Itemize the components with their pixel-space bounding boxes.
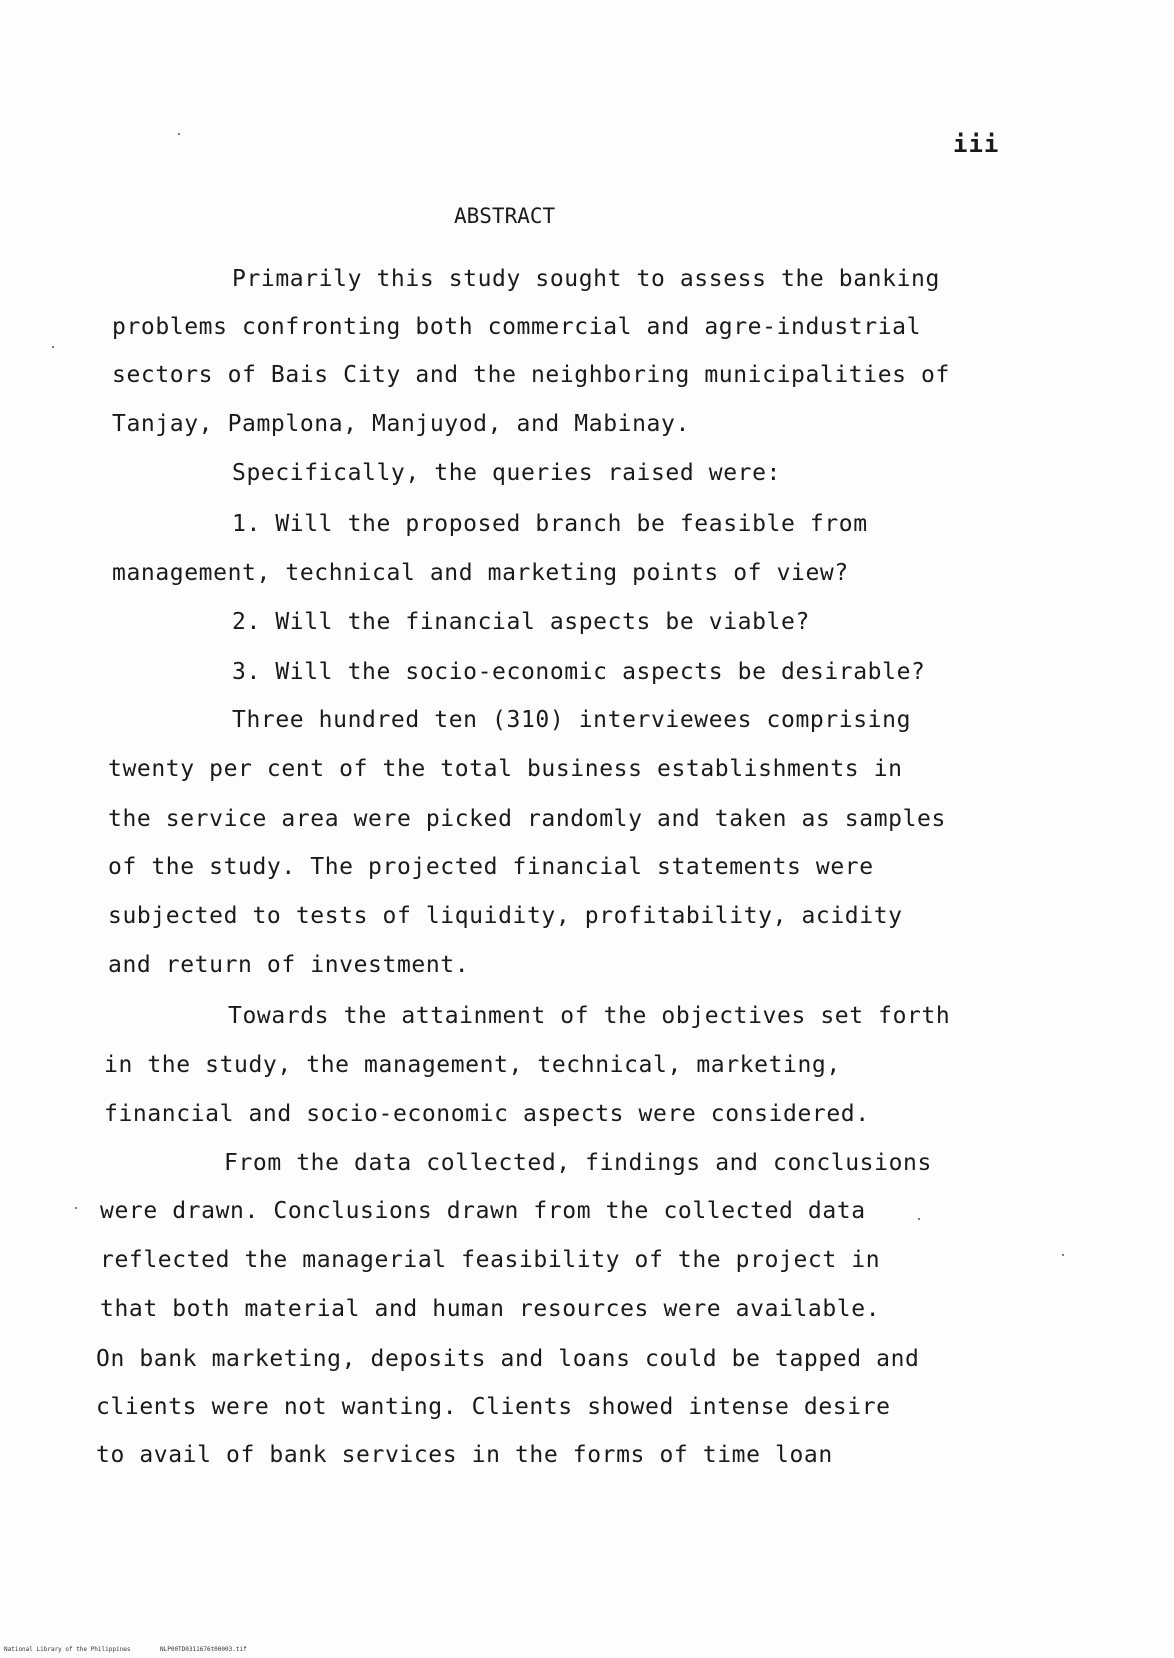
footer-library: National Library of the Philippines: [4, 1646, 131, 1653]
text-line: problems confronting both commercial and agre-industrial: [112, 314, 922, 340]
text-line: to avail of bank services in the forms of time loan: [96, 1442, 833, 1468]
text-line: of the study. The projected financial statements were: [108, 854, 874, 880]
text-line: subjected to tests of liquidity, profitability, acidity: [108, 903, 903, 929]
text-line: financial and socio-economic aspects were considered.: [104, 1101, 870, 1127]
text-line: Three hundred ten (310) interviewees comprising: [232, 707, 912, 733]
text-line: Specifically, the queries raised were:: [232, 460, 781, 486]
text-line: reflected the managerial feasibility of the project in: [100, 1247, 881, 1273]
text-line: Tanjay, Pamplona, Manjuyod, and Mabinay.: [112, 411, 690, 437]
footer-file-id: NLP00TD0311676t00003.tif: [160, 1646, 247, 1653]
scan-speck: [52, 346, 54, 348]
scan-speck: [1062, 1254, 1064, 1256]
scan-speck: [918, 1218, 920, 1220]
page-number: iii: [953, 130, 1000, 158]
text-line: 3. Will the socio-economic aspects be desirable?: [232, 659, 926, 685]
text-line: From the data collected, findings and conclusions: [224, 1150, 932, 1176]
text-line: On bank marketing, deposits and loans could be tapped and: [96, 1346, 920, 1372]
text-line: in the study, the management, technical, marketing,: [104, 1052, 841, 1078]
text-line: Towards the attainment of the objectives set forth: [228, 1003, 951, 1029]
text-line: that both material and human resources were available.: [100, 1296, 881, 1322]
text-line: Primarily this study sought to assess the banking: [232, 266, 940, 292]
scan-speck: [75, 1207, 77, 1209]
text-line: sectors of Bais City and the neighboring municipalities of: [112, 362, 950, 388]
text-line: and return of investment.: [108, 952, 470, 978]
text-line: the service area were picked randomly and taken as samples: [108, 806, 946, 832]
text-line: 2. Will the financial aspects be viable?: [232, 609, 810, 635]
text-line: twenty per cent of the total business establishments in: [108, 756, 903, 782]
text-line: management, technical and marketing points of view?: [112, 560, 849, 586]
scan-speck: [178, 133, 180, 135]
text-line: 1. Will the proposed branch be feasible from: [232, 511, 868, 537]
text-line: were drawn. Conclusions drawn from the collected data: [100, 1198, 866, 1224]
abstract-heading: ABSTRACT: [454, 204, 556, 228]
text-line: clients were not wanting. Clients showed intense desire: [96, 1394, 891, 1420]
